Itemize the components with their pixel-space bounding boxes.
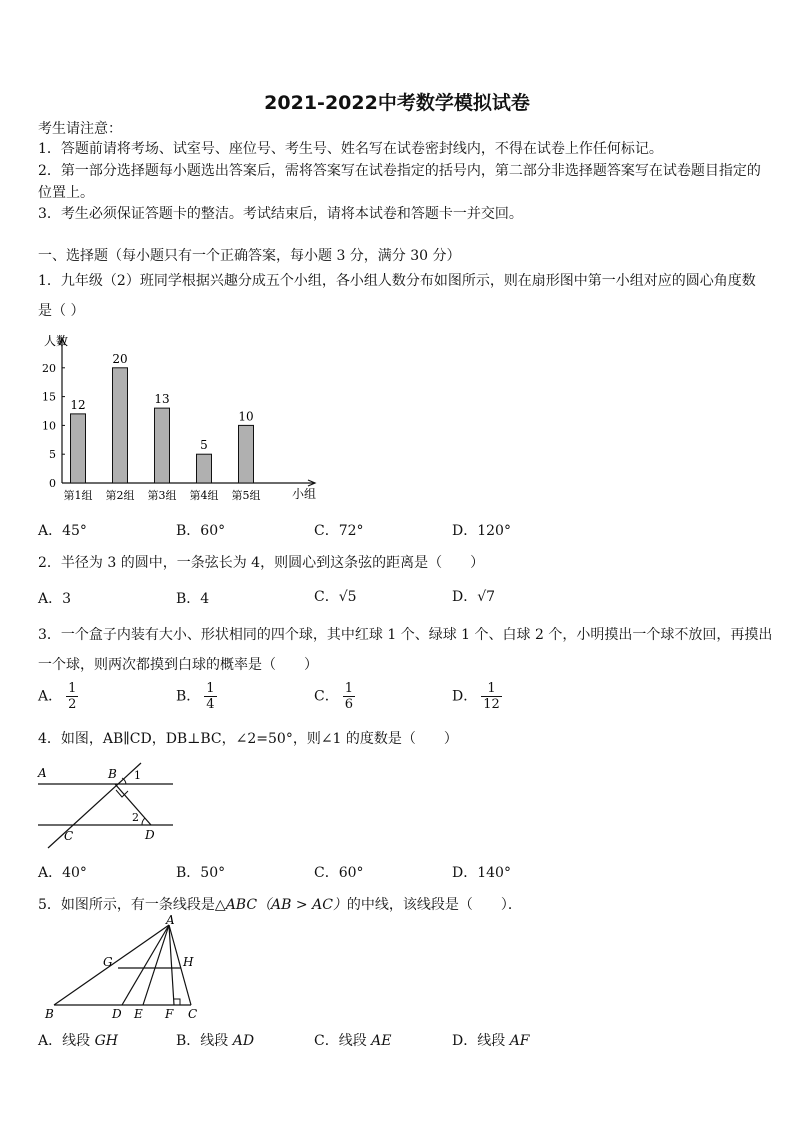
x-tick-label: 第3组 [147, 489, 177, 502]
bar-value-label: 12 [70, 397, 86, 412]
q5-option-c[interactable] [314, 1030, 392, 1050]
q5-text-suffix: 的中线，该线段是（ ）． [346, 897, 522, 913]
q2-option-a[interactable]: A．3 [38, 591, 72, 607]
q2-text: 2．半径为 3 的圆中，一条弦长为 4，则圆心到这条弦的距离是（ ） [38, 555, 485, 571]
bar [155, 408, 170, 483]
label-b: B [45, 1007, 54, 1021]
label-e: E [134, 1007, 143, 1021]
y-tick-label: 20 [42, 361, 56, 375]
x-axis-label: 小组 [292, 487, 317, 501]
label-b: B [108, 767, 117, 781]
segment-af [169, 925, 174, 1005]
fraction: $\frac{1}{2}$ [68, 681, 77, 712]
q1-text-line1: 1．九年级（2）班同学根据兴趣分成五个小组，各小组人数分布如图所示，则在扇形图中第一小组对应的圆心角度数 [38, 273, 756, 289]
q3-text-line2: 一个球，则两次都摸到白球的概率是（ ） [38, 657, 318, 673]
page-title: 2021-2022中考数学模拟试卷 [264, 92, 530, 114]
bar [113, 368, 128, 483]
q3-option-c-prefix: C． [314, 688, 339, 705]
q1-option-c[interactable]: C．72° [314, 523, 364, 539]
label-g: G [103, 955, 113, 969]
angle-1-arc [122, 778, 126, 784]
q1-option-a[interactable]: A．45° [38, 523, 87, 539]
q5-option-d-prefix: D．线段 [452, 1033, 510, 1049]
q3-option-b-prefix: B． [176, 688, 201, 705]
q2-option-d-value: 7 [486, 589, 496, 605]
q5-option-a-prefix: A．线段 [38, 1033, 95, 1049]
q5-option-a[interactable] [38, 1030, 118, 1050]
fraction: $\frac{1}{6}$ [344, 681, 353, 712]
q3-option-b[interactable] [176, 681, 217, 712]
label-c: C [188, 1007, 198, 1021]
notice-item-3: 3．考生必须保证答题卡的整洁。考试结束后，请将本试卷和答题卡一并交回。 [38, 206, 523, 222]
q2-option-d-prefix: D． [452, 589, 478, 605]
y-tick-label: 15 [42, 390, 56, 404]
transversal-bc [48, 763, 141, 848]
chart-axes [59, 338, 315, 486]
bar-value-label: 10 [238, 409, 254, 424]
q2-option-b[interactable]: B．4 [176, 591, 210, 607]
q5-triangle: △ABC [214, 897, 258, 913]
label-f: F [165, 1007, 174, 1021]
label-a: A [38, 766, 47, 780]
notice-heading: 考生请注意： [38, 121, 122, 137]
q3-option-c[interactable] [314, 681, 355, 712]
q5-text-prefix: 5．如图所示，有一条线段是 [38, 897, 215, 913]
q4-option-a[interactable]: A．40° [38, 865, 87, 881]
y-axis-label: 人数 [44, 334, 69, 348]
q1-option-d[interactable]: D．120° [452, 523, 511, 539]
label-c: C [64, 829, 74, 843]
chart-bars [71, 368, 254, 483]
label-angle-1: 1 [134, 769, 141, 782]
angle-2-arc [142, 818, 145, 825]
q5-option-b-prefix: B．线段 [176, 1033, 233, 1049]
q2-option-c-prefix: C． [314, 589, 339, 605]
y-tick-label: 5 [49, 448, 56, 462]
x-tick-label: 第4组 [189, 489, 219, 502]
sqrt-sign: √ [477, 589, 487, 605]
bar-chart [30, 330, 330, 510]
bar [71, 414, 86, 483]
q3-text-line1: 3．一个盒子内装有大小、形状相同的四个球，其中红球 1 个、绿球 1 个、白球 2 个，小明摸出一个球不放回，再摸出 [38, 627, 773, 643]
x-tick-label: 第5组 [231, 489, 261, 502]
q1-text-line2: 是（ ） [38, 303, 85, 319]
q5-option-a-value: GH [94, 1033, 118, 1049]
x-tick-label: 第1组 [63, 489, 93, 502]
bar [239, 425, 254, 483]
q5-figure [36, 915, 211, 1023]
q2-option-c[interactable] [314, 586, 357, 606]
notice-item-1: 1．答题前请将考场、试室号、座位号、考生号、姓名写在试卷密封线内，不得在试卷上作任何标记。 [38, 141, 663, 157]
q5-option-d[interactable] [452, 1030, 530, 1050]
notice-item-2: 2．第一部分选择题每小题选出答案后，需将答案写在试卷指定的括号内，第二部分非选择题答案写在试卷题目指定的 [38, 163, 761, 179]
notice-item-2-cont: 位置上。 [38, 185, 94, 201]
q4-option-b[interactable]: B．50° [176, 865, 226, 881]
bar [197, 454, 212, 483]
y-tick-label: 0 [49, 477, 56, 490]
y-tick-label: 10 [42, 419, 56, 433]
fraction: $\frac{1}{12}$ [483, 681, 500, 712]
label-angle-2: 2 [132, 811, 139, 824]
bar-value-label: 13 [154, 392, 170, 407]
label-d: D [112, 1007, 122, 1021]
fraction: $\frac{1}{4}$ [206, 681, 215, 712]
q4-option-d[interactable]: D．140° [452, 865, 511, 881]
q4-text: 4．如图，AB∥CD，DB⊥BC，∠2=50°，则∠1 的度数是（ ） [38, 731, 458, 747]
q2-option-d[interactable] [452, 586, 495, 606]
segment-ad [122, 925, 169, 1005]
label-h: H [183, 955, 194, 969]
q5-option-c-value: AE [371, 1033, 392, 1049]
q1-option-b[interactable]: B．60° [176, 523, 226, 539]
right-angle-mark [174, 999, 180, 1005]
segment-ae [143, 925, 169, 1005]
bar-value-label: 20 [112, 351, 128, 366]
q3-option-a[interactable] [38, 681, 78, 712]
q3-option-d-prefix: D． [452, 688, 478, 705]
q3-option-a-prefix: A． [38, 688, 63, 705]
q5-condition: （AB > AC） [257, 897, 347, 913]
label-d: D [145, 828, 155, 842]
q5-option-b-value: AD [232, 1033, 255, 1049]
q5-option-b[interactable] [176, 1030, 254, 1050]
q5-option-d-value: AF [509, 1033, 530, 1049]
x-tick-label: 第2组 [105, 489, 135, 502]
q2-option-c-value: 5 [347, 589, 357, 605]
section-heading: 一、选择题（每小题只有一个正确答案，每小题 3 分，满分 30 分） [38, 248, 461, 264]
q5-option-c-prefix: C．线段 [314, 1033, 372, 1049]
q4-figure [36, 760, 186, 850]
sqrt-sign: √ [338, 589, 348, 605]
label-a: A [166, 915, 175, 927]
q4-option-c[interactable]: C．60° [314, 865, 364, 881]
q3-option-d[interactable] [452, 681, 502, 712]
bar-value-label: 5 [200, 438, 208, 453]
q5-text [38, 894, 522, 914]
